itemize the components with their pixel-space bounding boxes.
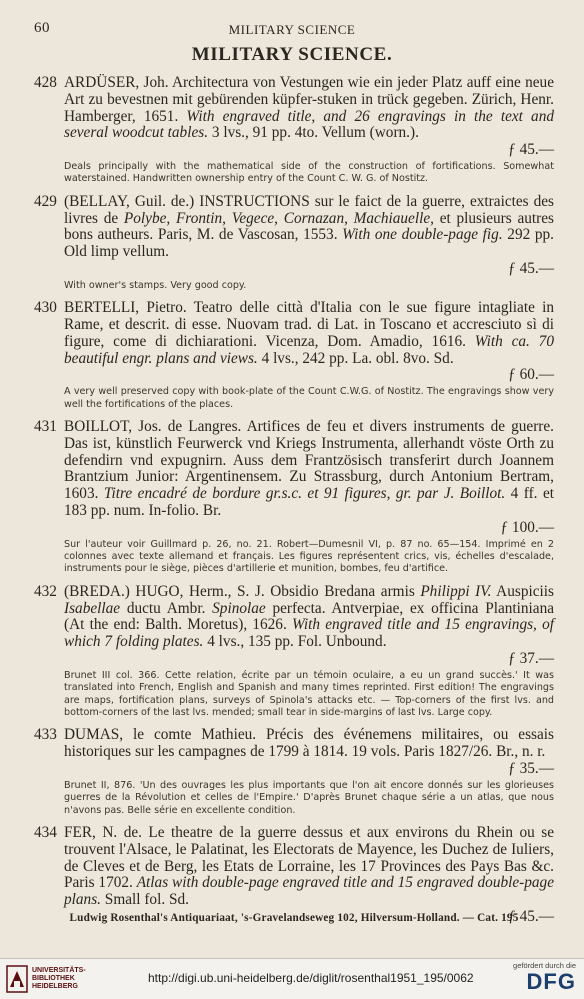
entry-description xyxy=(34,584,554,668)
entry-number: 432 xyxy=(34,582,57,600)
entry-italic-text: With ca. 70 beautiful engr. plans and views. xyxy=(64,332,554,367)
entry-text: et plusieurs autres bons autheurs. Paris, M. de Vascosan, 1553. xyxy=(64,209,554,244)
university-library-logo[interactable] xyxy=(6,964,146,994)
entry-price: ƒ 37.— xyxy=(508,649,554,667)
entry-note: Brunet II, 876. 'Un des ouvrages les plus importants que l'on ait encore donnés sur les glorieuses guerres de la Révolution et celles de l'Empire.' D'après Brunet chaque série a un atlas, que nous n'avons pas. Belle série en excellente condition. xyxy=(64,779,554,816)
entry-number: 433 xyxy=(34,726,57,744)
dfg-logo[interactable] xyxy=(506,961,576,997)
entry-description xyxy=(34,419,554,537)
viewer-footer-bar xyxy=(0,958,584,999)
running-title: MILITARY SCIENCE xyxy=(228,22,356,37)
university-seal-icon xyxy=(6,965,28,993)
entry-note: Sur l'auteur voir Guillmard p. 26, no. 21. Robert—Dumesnil VI, p. 87 no. 65—154. Imprimé en 2 colonnes avec texte allemand et français. Les figures représentent crics, vis, échelles d'escalade, instruments pour le siège, pièces d'artillerie et munition, bombes, feu d'artifice. xyxy=(64,538,554,575)
entry-number: 429 xyxy=(34,192,57,210)
entry-note: Deals principally with the mathematical side of the construction of fortifications. Somewhat waterstained. Handwritten ownership entry of the Count C. W. G. of Nostitz. xyxy=(64,160,554,185)
entry-note: A very well preserved copy with book-plate of the Count C.W.G. of Nostitz. The engravings show very well the fortifications of the places. xyxy=(64,386,554,410)
entry-price: ƒ 35.— xyxy=(508,759,554,777)
entry-text: Small fol. Sd. xyxy=(100,891,189,909)
entry-price: ƒ 45.— xyxy=(508,907,554,925)
entry-italic-text: Atlas with double-page engraved title and 15 engraved double-page plans. xyxy=(64,874,554,909)
entry-text: ARDÜSER, Joh. Architectura von Vestungen wie ein jeder Platz auff eine neue Art zu bevestnen mit gebürenden küpfer-stuken in trück gegeben. Zürich, Henr. Hamberger, 1651. xyxy=(64,74,554,125)
entry-italic-text: Polybe, Frontin, Vegece, Cornazan, Machiauelle, xyxy=(123,209,434,227)
entry-text: (BREDA.) HUGO, Herm., S. J. Obsidio Bredana armis xyxy=(64,582,421,600)
catalog-entry xyxy=(34,75,554,186)
entry-italic-text: Spinolae xyxy=(212,599,266,617)
entry-description xyxy=(34,300,554,384)
catalog-entry xyxy=(34,419,554,576)
entry-italic-text: With one double-page fig. xyxy=(342,226,503,244)
running-head xyxy=(34,20,550,38)
entry-italic-text: With engraved title, and 26 engravings in the text and several woodcut tables. xyxy=(64,107,554,142)
entry-text: 3 lvs., 91 pp. 4to. Vellum (worn.). xyxy=(208,124,419,142)
entry-text: (BELLAY, Guil. de.) INSTRUCTIONS sur le faict de la guerre, extraictes des livres de xyxy=(64,192,554,227)
catalog-footer: Ludwig Rosenthal's Antiquariaat, 's-Gravelandseweg 102, Hilversum-Holland. — Cat. 195 xyxy=(69,912,519,924)
entry-note: With owner's stamps. Very good copy. xyxy=(64,279,247,291)
catalog-entry xyxy=(34,194,554,292)
entry-text: perfecta. Antverpiae, ex officina Plantiniana (At the end: Balth. Moretus), 1626. xyxy=(64,599,555,634)
entry-text: 4 lvs., 135 pp. Fol. Unbound. xyxy=(203,633,387,651)
funded-by-label: gefördert durch die xyxy=(513,961,576,970)
entry-text: 292 pp. Old limp vellum. xyxy=(64,226,554,261)
catalog-entry xyxy=(34,584,554,720)
entry-italic-text: Isabellae xyxy=(64,599,121,617)
entry-italic-text: Philippi IV. xyxy=(420,582,492,600)
entry-text: 4 ff. et 183 pp. num. In-folio. Br. xyxy=(64,485,554,519)
entry-description xyxy=(34,194,554,278)
entry-description xyxy=(34,75,554,159)
entry-number: 430 xyxy=(34,299,57,317)
entry-text: BERTELLI, Pietro. Teatro delle città d'Italia con le sue figure intagliate in Rame, et descrit. di esse. Nuovam trad. di Lat. in Toscano et accresciuto sì di figure, come di dichiarationi. Vicenza, Dom. Amadio, 1616. xyxy=(64,299,554,350)
entry-price: ƒ 45.— xyxy=(508,141,554,159)
dfg-wordmark: DFG xyxy=(526,969,576,994)
entry-description xyxy=(34,825,554,926)
entry-text: BOILLOT, Jos. de Langres. Artifices de feu et divers instruments de guerre. Das ist, künstlich Feurwerck vnd Kriegs Instrumenta, allerhandt vöste Orth zu defendirn vnd expugnirn. Auss dem Frantzösisch transferirt durch Joannem Brantzium Junior: Argentinensem. Zu Strassburg, durch Antonium Bertram, 1603. xyxy=(64,417,554,503)
entry-price: ƒ 45.— xyxy=(508,259,554,277)
section-title: MILITARY SCIENCE. xyxy=(191,44,393,65)
catalog-entry xyxy=(34,727,554,817)
entry-text: ductu Ambr. xyxy=(120,599,213,617)
catalog-entry xyxy=(34,825,554,926)
entry-price: ƒ 100.— xyxy=(500,518,554,536)
page-number: 60 xyxy=(34,20,50,36)
entry-text: Auspiciis xyxy=(491,582,554,600)
entry-italic-text: Titre encadré de bordure gr.s.c. et 91 figures, gr. par J. Boillot. xyxy=(103,485,506,503)
document-url-link[interactable]: http://digi.ub.uni-heidelberg.de/diglit/rosenthal1951_195/0062 xyxy=(148,971,474,985)
university-name: UNIVERSITÄTS- BIBLIOTHEK HEIDELBERG xyxy=(32,967,86,990)
entry-text: FER, N. de. Le theatre de la guerre dessus et aux environs du Rhein ou se trouvent l'Alsace, le Palatinat, les Electorats de Mayence, les Duchez de Iuliers, de Cleves et de Berg, les Etats de Lorraine, les 17 Provinces des Pays Bas &c. Paris 1702. xyxy=(64,824,554,892)
entry-number: 428 xyxy=(34,74,57,91)
entry-text: DUMAS, le comte Mathieu. Précis des événemens militaires, ou essais historiques sur les campagnes de 1799 à 1814. 19 vols. Paris 1827/26. Br., n. r. xyxy=(64,726,554,761)
catalog-entry xyxy=(34,300,554,411)
entry-text: 4 lvs., 242 pp. La. obl. 8vo. Sd. xyxy=(257,349,454,367)
entry-italic-text: With engraved title and 15 engravings, of which 7 folding plates. xyxy=(64,616,554,651)
entry-number: 431 xyxy=(34,417,57,435)
entry-number: 434 xyxy=(34,824,57,841)
entry-note: Brunet III col. 366. Cette relation, écrite par un témoin oculaire, a eu un grand succès.' It was translated into French, English and Spanish and many times reprinted. First edition! The engravings are maps, fortification plans, surveys of Spinola's attacks etc. — Top-corners of the first lvs. and bottom-corners of the last lvs. mended; small tear in side-margins of last lvs. Large copy. xyxy=(64,669,554,718)
catalog-entries xyxy=(34,75,554,934)
entry-description xyxy=(34,727,554,777)
entry-price: ƒ 60.— xyxy=(508,366,554,384)
